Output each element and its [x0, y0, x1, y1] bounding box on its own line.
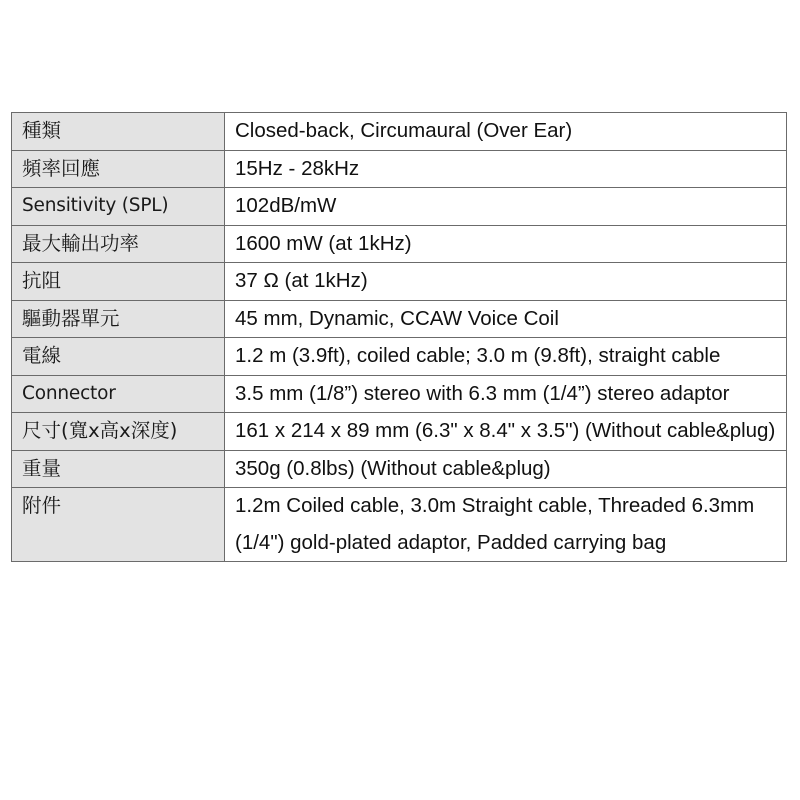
spec-label: 附件	[12, 488, 225, 562]
spec-label: 抗阻	[12, 263, 225, 301]
spec-label: 尺寸(寬x高x深度)	[12, 413, 225, 451]
spec-row-weight	[12, 450, 787, 488]
spec-value: 45 mm, Dynamic, CCAW Voice Coil	[225, 300, 787, 338]
spec-label: 電線	[12, 338, 225, 376]
spec-table	[11, 112, 787, 562]
spec-row-max-power	[12, 225, 787, 263]
spec-label: 驅動器單元	[12, 300, 225, 338]
spec-value: 350g (0.8lbs) (Without cable&plug)	[225, 450, 787, 488]
spec-value: 37 Ω (at 1kHz)	[225, 263, 787, 301]
spec-value: 1.2m Coiled cable, 3.0m Straight cable, Threaded 6.3mm (1/4") gold-plated adaptor, Padded carrying bag	[225, 488, 787, 562]
spec-row-sensitivity	[12, 188, 787, 226]
spec-row-frequency-response	[12, 150, 787, 188]
spec-value: 15Hz - 28kHz	[225, 150, 787, 188]
spec-row-driver	[12, 300, 787, 338]
spec-row-impedance	[12, 263, 787, 301]
spec-value: 1600 mW (at 1kHz)	[225, 225, 787, 263]
spec-row-cable	[12, 338, 787, 376]
spec-label: 重量	[12, 450, 225, 488]
spec-value: 102dB/mW	[225, 188, 787, 226]
spec-value: 3.5 mm (1/8”) stereo with 6.3 mm (1/4”) stereo adaptor	[225, 375, 787, 413]
spec-row-dimensions	[12, 413, 787, 451]
spec-row-connector	[12, 375, 787, 413]
spec-label: Sensitivity (SPL)	[12, 188, 225, 226]
spec-value: Closed-back, Circumaural (Over Ear)	[225, 113, 787, 151]
spec-row-accessories	[12, 488, 787, 562]
spec-value: 161 x 214 x 89 mm (6.3" x 8.4" x 3.5") (Without cable&plug)	[225, 413, 787, 451]
spec-label: 頻率回應	[12, 150, 225, 188]
spec-label: Connector	[12, 375, 225, 413]
spec-value: 1.2 m (3.9ft), coiled cable; 3.0 m (9.8ft), straight cable	[225, 338, 787, 376]
spec-label: 最大輸出功率	[12, 225, 225, 263]
spec-row-type	[12, 113, 787, 151]
spec-label: 種類	[12, 113, 225, 151]
